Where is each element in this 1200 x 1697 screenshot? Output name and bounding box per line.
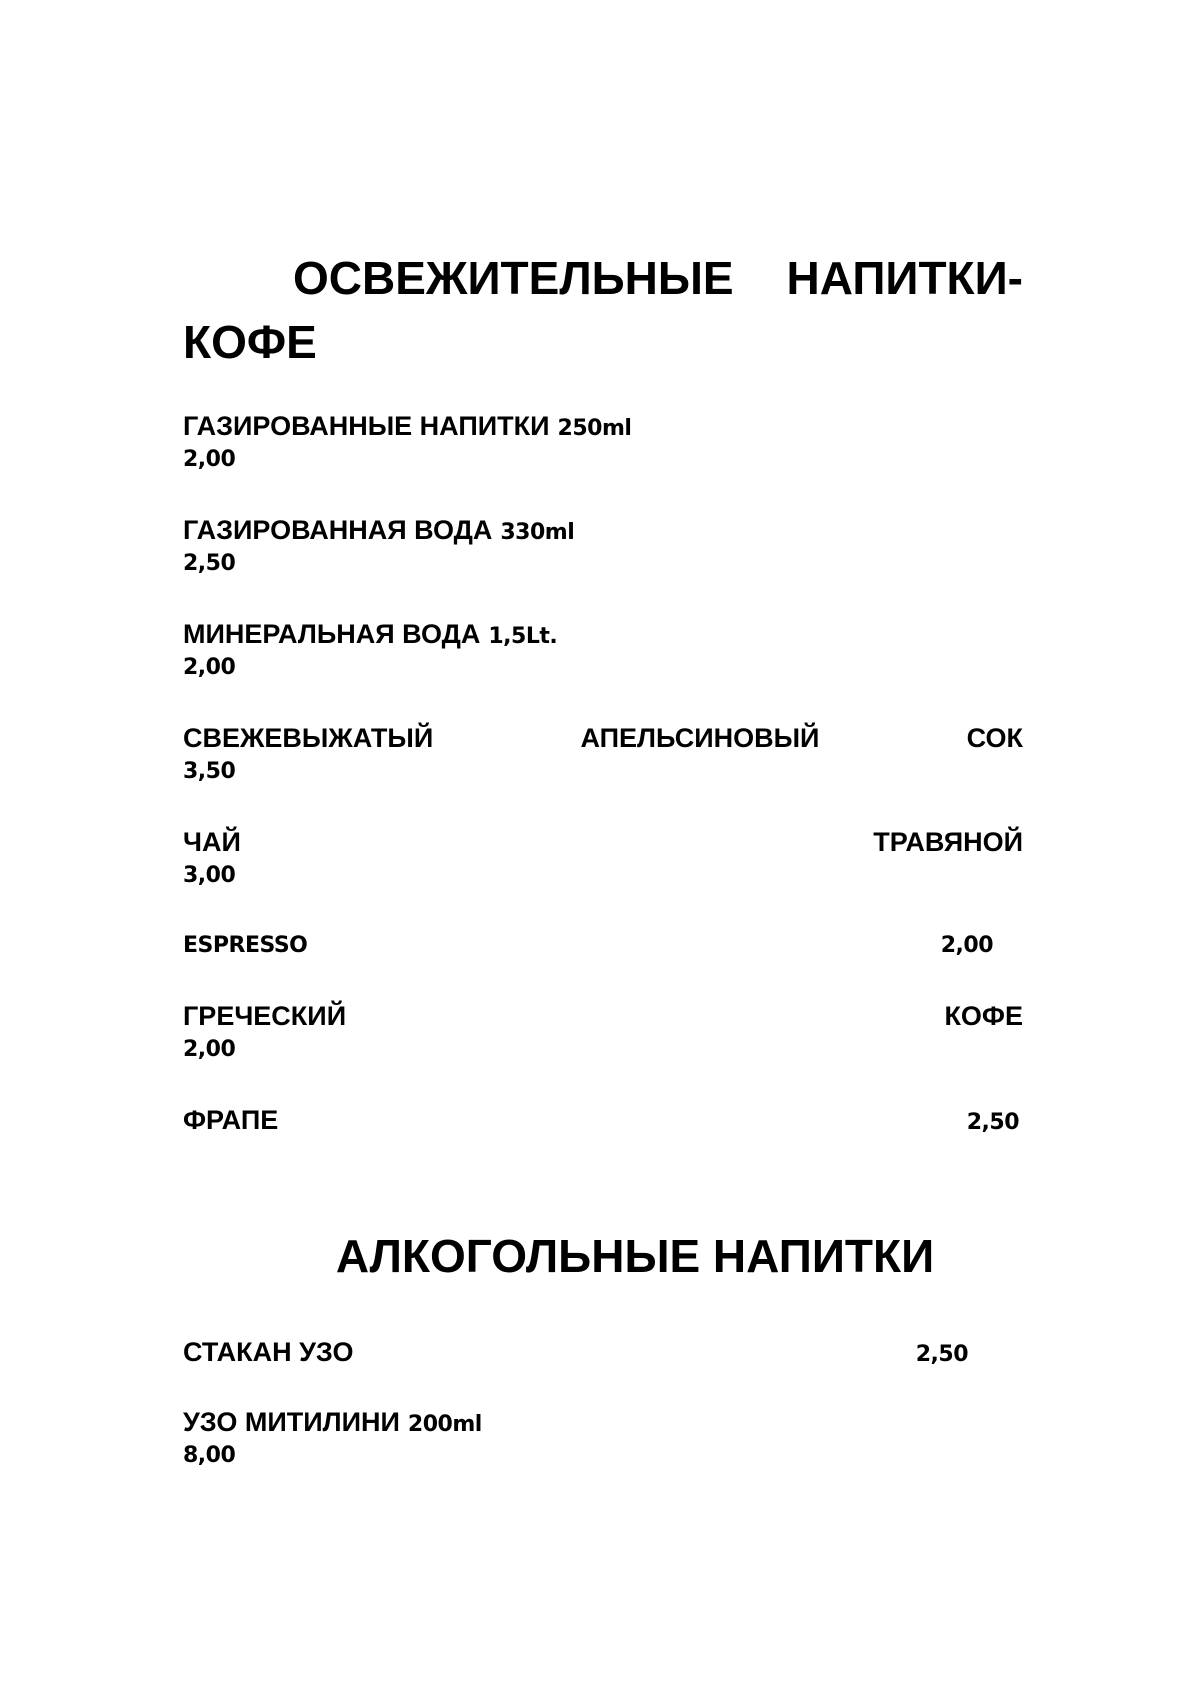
item-price: 2,00: [183, 1037, 236, 1062]
item-name: ГАЗИРОВАННАЯ ВОДА: [183, 515, 493, 545]
item-volume: 330ml: [500, 520, 575, 545]
item-name-word: КОФЕ: [944, 1001, 1023, 1031]
menu-item-ouzo-mytilini: [183, 1404, 1023, 1474]
item-name: ГАЗИРОВАННЫЕ НАПИТКИ: [183, 411, 550, 441]
section-title-word: НАПИТКИ-: [786, 252, 1023, 304]
item-name: ФРАПЕ: [183, 1105, 279, 1135]
section-title-line2: КОФЕ: [183, 316, 317, 368]
item-name: МИНЕРАЛЬНАЯ ВОДА: [183, 619, 481, 649]
menu-item-herbal-tea: [183, 824, 1023, 894]
item-price: 2,00: [183, 655, 236, 680]
item-name-word: ТРАВЯНОЙ: [873, 827, 1023, 857]
section-title-line1: [183, 252, 1023, 319]
menu-item-sparkling-water: [183, 512, 1023, 582]
item-name-word: СВЕЖЕВЫЖАТЫЙ: [183, 723, 434, 753]
item-name-word: СОК: [966, 723, 1023, 753]
menu-item-frappe: [183, 1102, 1019, 1141]
item-price: 2,00: [183, 447, 236, 472]
item-name-word: ГРЕЧЕСКИЙ: [183, 1001, 347, 1031]
menu-item-orange-juice: [183, 720, 1023, 790]
item-price: 2,50: [915, 1342, 968, 1367]
item-name-word: АПЕЛЬСИНОВЫЙ: [580, 723, 820, 753]
item-volume: 250ml: [557, 416, 632, 441]
item-price: 2,00: [940, 933, 993, 958]
item-name: УЗО МИТИЛИНИ: [183, 1407, 400, 1437]
item-price: 3,50: [183, 759, 236, 784]
menu-item-greek-coffee: [183, 998, 1023, 1068]
section-title-refreshments: [183, 252, 1023, 383]
item-name-word: ЧАЙ: [183, 827, 241, 857]
menu-item-mineral-water: [183, 616, 1023, 686]
section-title-word: ОСВЕЖИТЕЛЬНЫЕ: [293, 252, 734, 304]
menu-item-soft-drinks: [183, 408, 1023, 478]
item-volume: 1,5Lt.: [488, 624, 558, 649]
item-price: 3,00: [183, 863, 236, 888]
section-title-alcoholic: АЛКОГОЛЬНЫЕ НАПИТКИ: [335, 1230, 935, 1282]
item-price: 8,00: [183, 1443, 236, 1468]
item-price: 2,50: [183, 551, 236, 576]
menu-item-ouzo-glass: [183, 1334, 968, 1373]
item-name: ESPRESSO: [183, 933, 308, 958]
item-price: 2,50: [966, 1110, 1019, 1135]
menu-item-espresso: [183, 928, 993, 964]
item-name: СТАКАН УЗО: [183, 1337, 354, 1367]
item-volume: 200ml: [407, 1412, 482, 1437]
